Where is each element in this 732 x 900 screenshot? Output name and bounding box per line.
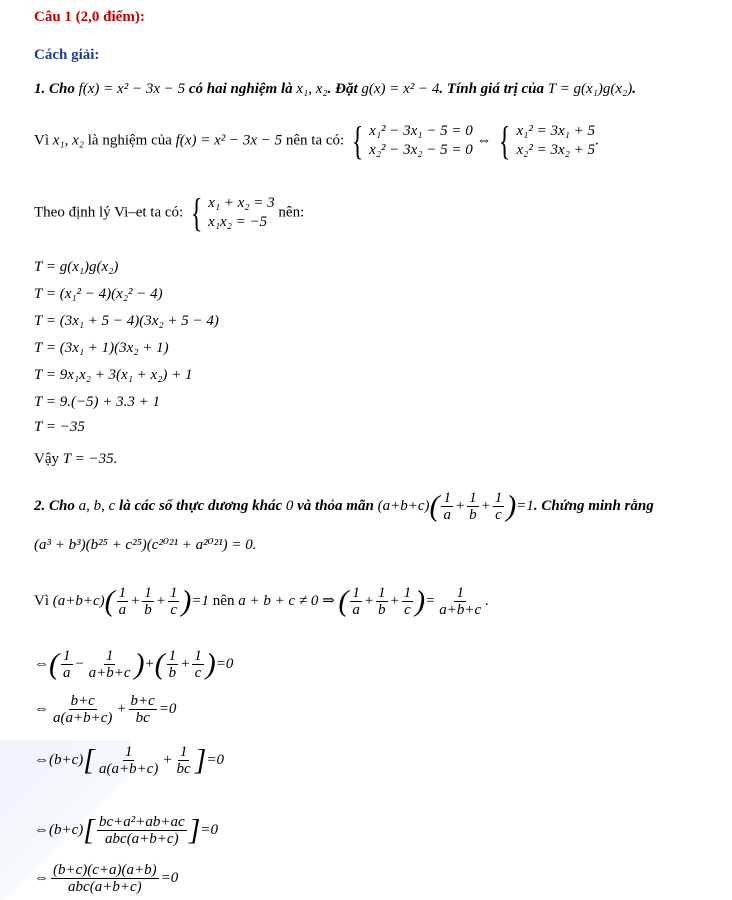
step-2: T = (x₁² − 4)(x₂² − 4) (34, 286, 163, 302)
part2-statement: 2. Cho a, b, c là các số thực dương khác 0 và thỏa mãn (a+b+c)( $\frac{1}{a}$ + $\frac{1}{b}$ + $\frac{1}{c}$ )=1. Chứng minh rằng (34, 489, 654, 523)
part1-conclusion: Vậy T = −35. (34, 451, 118, 467)
condition-formula: (a+b+c)( $\frac{1}{a}$ + $\frac{1}{b}$ + $\frac{1}{c}$ )=1 (377, 489, 534, 523)
step-1: T = g(x₁)g(x₂) (34, 259, 119, 275)
derivation-1: ⇔( $\frac{1}{a}$ − $\frac{1}{a+b+c}$ )+( $\frac{1}{b}$ + $\frac{1}{c}$ )=0 (34, 647, 234, 681)
derivation-5: ⇔ $\frac{(b+c)(c+a)(a+b)}{\text{abc(a+b+c)}}$ =0 (34, 862, 179, 895)
vieta-line: Theo định lý Vi–et ta có: { x₁ + x₂ = 3 x₁x₂ = −5 nên: (34, 190, 305, 235)
question-heading: Câu 1 (2,0 điểm): (34, 9, 145, 25)
part1-because-line: Vì x₁, x₂ là nghiệm của f(x) = x² − 3x − 5 nên ta có: { x₁² − 3x₁ − 5 = 0 x₂² − 3x₂ − 5 = 0 ⇔ { x₁² = 3x₁ + 5 x₂² = 3x₂ + 5 . (34, 118, 599, 163)
step-6: T = 9.(−5) + 3.3 + 1 (34, 394, 161, 410)
step-3: T = (3x₁ + 5 − 4)(3x₂ + 5 − 4) (34, 313, 219, 329)
part1-statement: 1. Cho f(x) = x² − 3x − 5 có hai nghiệm là x₁, x₂. Đặt g(x) = x² − 4. Tính giá trị của T = g(x₁)g(x₂). (34, 81, 636, 97)
equation-system-1: { x₁² − 3x₁ − 5 = 0 x₂² − 3x₂ − 5 = 0 (351, 118, 473, 163)
derivation-3: ⇔(b+c)[ $\frac{1}{a(a+b+c)}$ + $\frac{1}{bc}$ ]=0 (34, 743, 224, 777)
step-7: T = −35 (34, 419, 85, 435)
part2-goal: (a³ + b³)(b²⁵ + c²⁵)(c²⁰²¹ + a²⁰²¹) = 0. (34, 537, 257, 553)
derivation-4: ⇔(b+c)[ $\frac{\text{bc+a²+ab+ac}}{\text{abc(a+b+c)}}$ ]=0 (34, 813, 218, 847)
step-4: T = (3x₁ + 1)(3x₂ + 1) (34, 340, 169, 356)
derivation-2: ⇔ $\frac{b+c}{a(a+b+c)}$ + $\frac{b+c}{bc}$ =0 (34, 693, 177, 726)
equation-system-2: { x₁² = 3x₁ + 5 x₂² = 3x₂ + 5 (499, 118, 595, 163)
vieta-system: { x₁ + x₂ = 3 x₁x₂ = −5 (190, 190, 275, 235)
part2-because-line: Vì (a+b+c)( $\frac{1}{a}$ + $\frac{1}{b}$ + $\frac{1}{c}$ )=1 nên a + b + c ≠ 0 ⇒ ( $\frac{1}{a}$ + $\frac{1}{b}$ + $\frac{1}{c}$ )= $\frac{1}{a+b+c}$ . (34, 584, 489, 618)
solution-label: Cách giải: (34, 47, 100, 63)
step-5: T = 9x₁x₂ + 3(x₁ + x₂) + 1 (34, 367, 193, 383)
